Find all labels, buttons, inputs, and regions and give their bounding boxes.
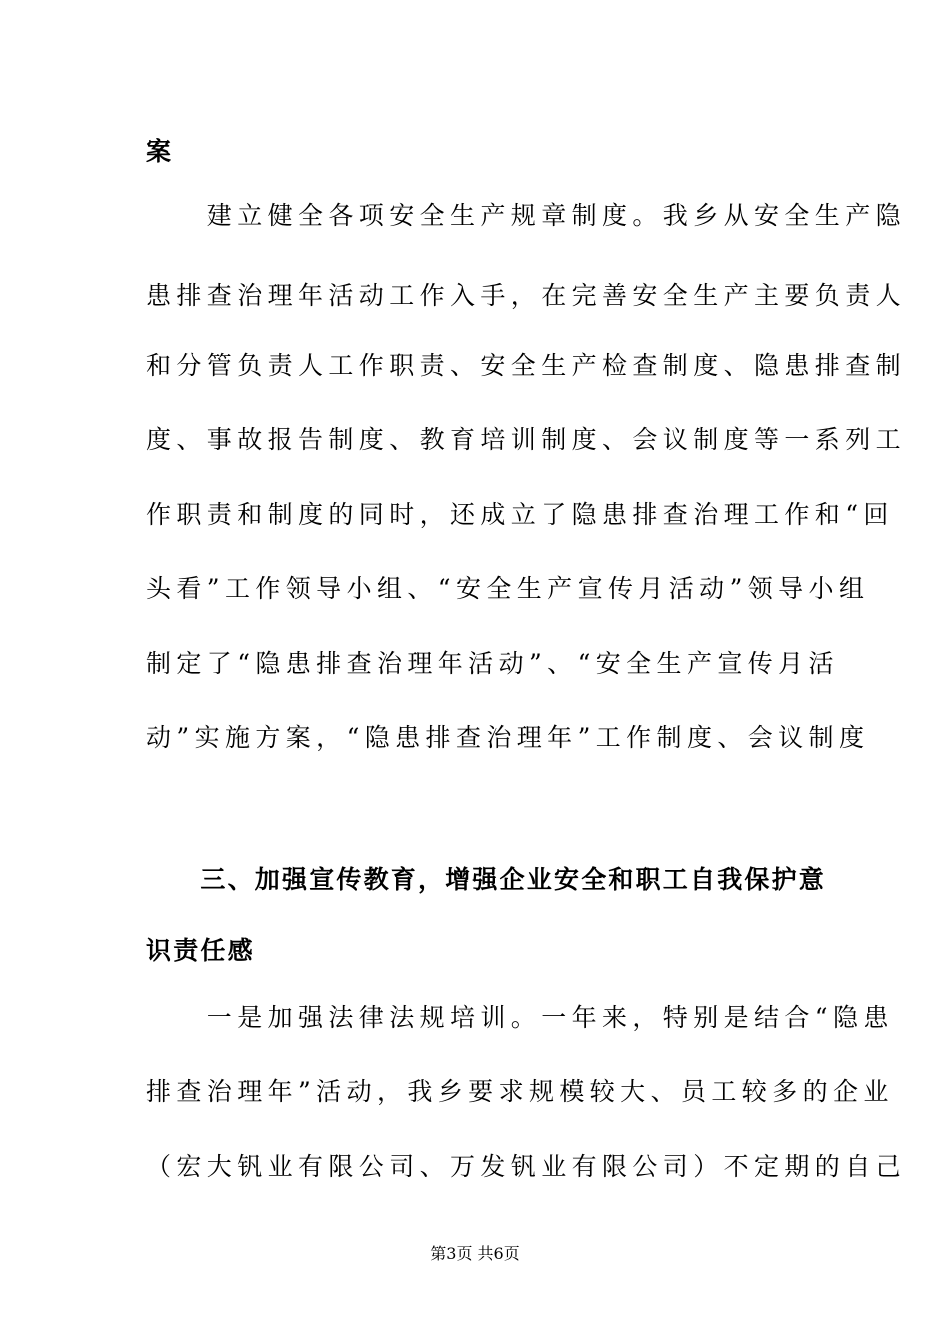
body-line: 一是加强法律法规培训。一年来，特别是结合“隐患 [146,1003,894,1032]
heading-continuation: 案 [146,137,174,166]
body-line: 患排查治理年活动工作入手，在完善安全生产主要负责人 [146,281,907,310]
body-line: 作职责和制度的同时，还成立了隐患排查治理工作和“回 [146,500,894,529]
body-line: 动”实施方案，“隐患排查治理年”工作制度、会议制度 [146,723,870,752]
section-heading-continuation: 识责任感 [146,936,255,965]
section-heading: 三、加强宣传教育，增强企业安全和职工自我保护意 [146,865,827,894]
page-number-footer: 第3页 共6页 [430,1244,520,1263]
body-line: 头看”工作领导小组、“安全生产宣传月活动”领导小组 [146,574,870,603]
body-line: 排查治理年”活动，我乡要求规模较大、员工较多的企业 [146,1077,894,1106]
body-line: 建立健全各项安全生产规章制度。我乡从安全生产隐 [146,201,907,230]
body-line: （宏大钒业有限公司、万发钒业有限公司）不定期的自己 [146,1152,907,1181]
body-line: 度、事故报告制度、教育培训制度、会议制度等一系列工 [146,425,907,454]
body-line: 和分管负责人工作职责、安全生产检查制度、隐患排查制 [146,351,907,380]
body-line: 制定了“隐患排查治理年活动”、“安全生产宣传月活 [146,649,839,678]
